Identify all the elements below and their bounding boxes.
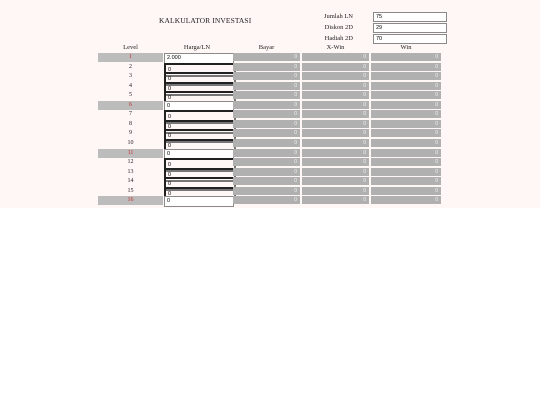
xwin-cell: 0 (302, 149, 369, 157)
table-row (98, 177, 442, 186)
column-header-harga: Harga/LN (183, 44, 211, 51)
bayar-cell: 0 (233, 53, 300, 61)
xwin-cell: 0 (302, 101, 369, 109)
bayar-cell: 0 (233, 63, 300, 71)
xwin-cell: 0 (302, 129, 369, 137)
win-cell: 0 (371, 91, 441, 99)
level-cell: 6 (98, 101, 163, 110)
win-cell: 0 (371, 139, 441, 147)
table-row (98, 129, 442, 138)
xwin-cell: 0 (302, 187, 369, 195)
xwin-cell: 0 (302, 196, 369, 204)
table-row (98, 63, 442, 72)
bayar-cell: 0 (233, 158, 300, 166)
xwin-cell: 0 (302, 110, 369, 118)
bayar-cell: 0 (233, 196, 300, 204)
xwin-cell: 0 (302, 177, 369, 185)
xwin-cell: 0 (302, 72, 369, 80)
column-header-xwin: X-Win (326, 44, 345, 51)
win-cell: 0 (371, 72, 441, 80)
level-cell: 12 (127, 159, 134, 166)
column-header-win: Win (400, 44, 412, 51)
xwin-cell: 0 (302, 82, 369, 90)
level-cell: 9 (129, 130, 132, 137)
win-cell: 0 (371, 63, 441, 71)
table-row (98, 120, 442, 129)
bayar-cell: 0 (233, 149, 300, 157)
bayar-cell: 0 (233, 168, 300, 176)
param-label-jumlah-ln: Jumlah LN (323, 13, 353, 20)
win-cell: 0 (371, 149, 441, 157)
win-cell: 0 (371, 196, 441, 204)
table-row (98, 196, 442, 205)
param-label-diskon-2d: Diskon 2D (324, 24, 353, 31)
win-cell: 0 (371, 187, 441, 195)
level-cell: 1 (98, 53, 163, 62)
bayar-cell: 0 (233, 177, 300, 185)
level-cell: 8 (129, 120, 132, 127)
bayar-cell: 0 (233, 110, 300, 118)
win-cell: 0 (371, 158, 441, 166)
level-cell: 5 (129, 92, 132, 99)
bayar-cell: 0 (233, 129, 300, 137)
xwin-cell: 0 (302, 139, 369, 147)
level-cell: 7 (129, 111, 132, 118)
xwin-cell: 0 (302, 168, 369, 176)
xwin-cell: 0 (302, 63, 369, 71)
win-cell: 0 (371, 101, 441, 109)
param-label-hadiah-2d: Hadiah 2D (324, 35, 353, 42)
bayar-cell: 0 (233, 120, 300, 128)
table-row (98, 91, 442, 100)
win-cell: 0 (371, 53, 441, 61)
harga-input[interactable] (164, 196, 234, 207)
table-row (98, 82, 442, 91)
win-cell: 0 (371, 177, 441, 185)
table-row (98, 168, 442, 177)
table-row (98, 187, 442, 196)
win-cell: 0 (371, 82, 441, 90)
bayar-cell: 0 (233, 91, 300, 99)
table-row (98, 72, 442, 81)
xwin-cell: 0 (302, 158, 369, 166)
column-header-bayar: Bayar (258, 44, 275, 51)
xwin-cell: 0 (302, 120, 369, 128)
table-row (98, 139, 442, 148)
column-header-level: Level (123, 44, 138, 51)
diskon-2d-input[interactable] (373, 23, 447, 33)
table-row (98, 101, 442, 110)
bayar-cell: 0 (233, 187, 300, 195)
level-cell: 3 (129, 73, 132, 80)
page-title: KALKULATOR INVESTASI (159, 16, 252, 25)
level-cell: 11 (98, 149, 163, 158)
level-cell: 14 (127, 178, 134, 185)
level-cell: 10 (127, 139, 134, 146)
hadiah-2d-input[interactable] (373, 34, 447, 44)
level-cell: 2 (129, 63, 132, 70)
level-cell: 4 (129, 82, 132, 89)
bayar-cell: 0 (233, 101, 300, 109)
level-cell: 15 (127, 187, 134, 194)
table-row (98, 149, 442, 158)
level-cell: 16 (98, 196, 163, 205)
bayar-cell: 0 (233, 72, 300, 80)
bayar-cell: 0 (233, 139, 300, 147)
xwin-cell: 0 (302, 53, 369, 61)
xwin-cell: 0 (302, 91, 369, 99)
win-cell: 0 (371, 110, 441, 118)
table-row (98, 110, 442, 119)
win-cell: 0 (371, 120, 441, 128)
level-cell: 13 (127, 168, 134, 175)
win-cell: 0 (371, 129, 441, 137)
bayar-cell: 0 (233, 82, 300, 90)
jumlah-ln-input[interactable] (373, 12, 447, 22)
table-row (98, 53, 442, 62)
table-row (98, 158, 442, 167)
win-cell: 0 (371, 168, 441, 176)
